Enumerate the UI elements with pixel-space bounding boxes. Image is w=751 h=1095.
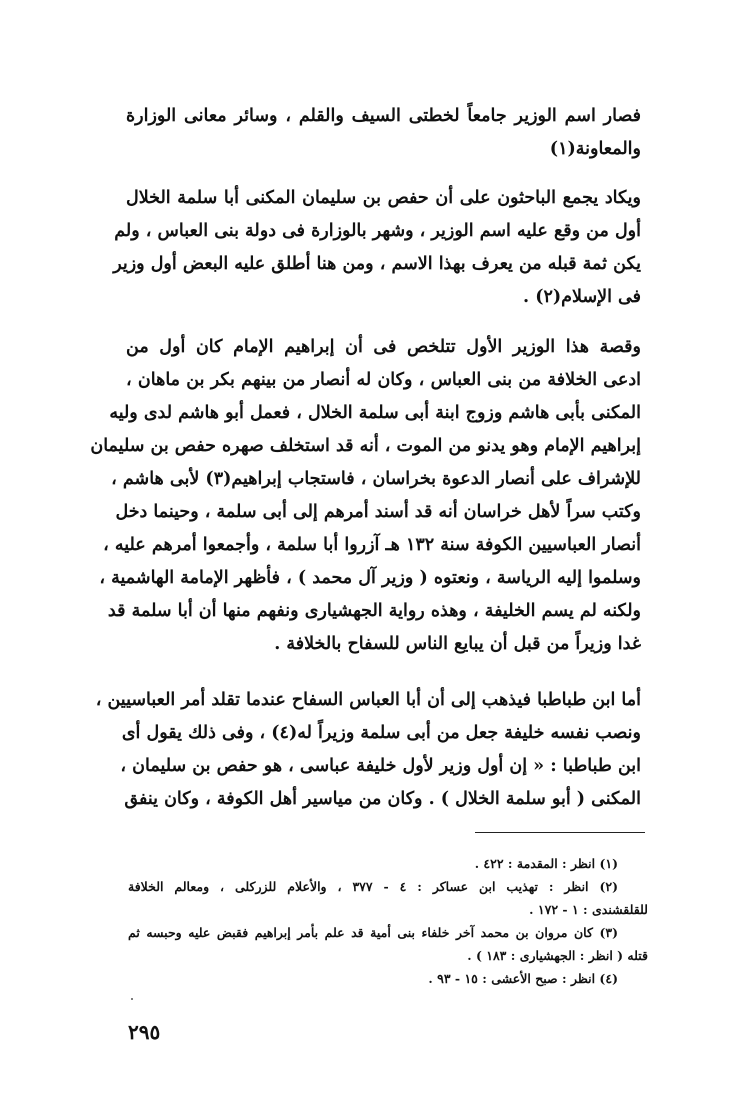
text-line: غدا وزيراً من قبل أن يبايع الناس للسفاح بالخلافة . bbox=[274, 634, 641, 654]
text-line: وكتب سراً لأهل خراسان أنه قد أسند أمرهم إلى أبى سلمة ، وحينما دخل bbox=[115, 502, 641, 522]
footnote-3: (٣) كان مروان بن محمد آخر خلفاء بنى أمية قد علم بأمر إبراهيم فقبض عليه وحبسه ثم bbox=[128, 925, 618, 940]
text-line: والمعاونة(١) bbox=[549, 139, 641, 159]
page-number: ٢٩٥ bbox=[128, 1020, 161, 1044]
paragraph-2 bbox=[113, 182, 641, 314]
paragraph-4 bbox=[95, 684, 641, 816]
footnote-3-continued: قتله ( انظر : الجهشيارى : ١٨٣ ) . bbox=[467, 948, 648, 963]
text-line: أول من وقع عليه اسم الوزير ، وشهر بالوزارة فى دولة بنى العباس ، ولم bbox=[114, 221, 641, 241]
text-line: وسلموا إليه الرياسة ، ونعتوه ( وزير آل محمد ) ، فأظهر الإمامة الهاشمية ، bbox=[99, 568, 641, 588]
text-line: أنصار العباسيين الكوفة سنة ١٣٢ هـ آزروا أبا سلمة ، وأجمعوا أمرهم عليه ، bbox=[103, 535, 641, 555]
footnote-4: (٤) انظر : صبح الأعشى : ١٥ - ٩٣ . bbox=[428, 971, 618, 986]
text-line: المكنى ( أبو سلمة الخلال ) . وكان من مياسير أهل الكوفة ، وكان ينفق bbox=[124, 789, 641, 809]
text-line: فصار اسم الوزير جامعاً لخطتى السيف والقلم ، وسائر معانى الوزارة bbox=[126, 106, 641, 126]
text-line: وقصة هذا الوزير الأول تتلخص فى أن إبراهيم الإمام كان أول من bbox=[126, 337, 641, 357]
text-line: ادعى الخلافة من بنى العباس ، وكان له أنصار من بينهم بكر بن ماهان ، bbox=[126, 370, 641, 390]
footnote-2-continued: للقلقشندى : ١ - ١٧٢ . bbox=[529, 902, 648, 917]
paragraph-3 bbox=[90, 331, 641, 661]
text-line: للإشراف على أنصار الدعوة بخراسان ، فاستجاب إبراهيم(٣) لأبى هاشم ، bbox=[111, 469, 641, 489]
footnotes bbox=[128, 852, 648, 990]
footnote-separator bbox=[475, 832, 645, 833]
text-line: ولكنه لم يسم الخليفة ، وهذه رواية الجهشيارى ونفهم منها أن أبا سلمة قد bbox=[107, 601, 641, 621]
footnote-2: (٢) انظر : تهذيب ابن عساكر : ٤ - ٣٧٧ ، والأعلام للزركلى ، ومعالم الخلافة bbox=[128, 879, 618, 894]
text-line: ويكاد يجمع الباحثون على أن حفص بن سليمان المكنى أبا سلمة الخلال bbox=[126, 188, 641, 208]
print-speck bbox=[131, 998, 133, 1000]
text-line: المكنى بأبى هاشم وزوج ابنة أبى سلمة الخلال ، فعمل أبو هاشم لدى وليه bbox=[109, 403, 641, 423]
text-line: أما ابن طباطبا فيذهب إلى أن أبا العباس السفاح عندما تقلد أمر العباسيين ، bbox=[95, 690, 641, 710]
text-line: فى الإسلام(٢) . bbox=[523, 287, 641, 307]
text-line: يكن ثمة قبله من يعرف بهذا الاسم ، ومن هنا أطلق عليه البعض أول وزير bbox=[113, 254, 641, 274]
paragraph-1 bbox=[126, 100, 641, 166]
text-line: إبراهيم الإمام وهو يدنو من الموت ، أنه قد استخلف صهره حفص بن سليمان bbox=[90, 436, 641, 456]
footnote-1: (١) انظر : المقدمة : ٤٢٢ . bbox=[474, 856, 618, 871]
text-line: ابن طباطبا : « إن أول وزير لأول خليفة عباسى ، هو حفص بن سليمان ، bbox=[120, 756, 641, 776]
text-line: ونصب نفسه خليفة جعل من أبى سلمة وزيراً له(٤) ، وفى ذلك يقول أى bbox=[121, 723, 641, 743]
